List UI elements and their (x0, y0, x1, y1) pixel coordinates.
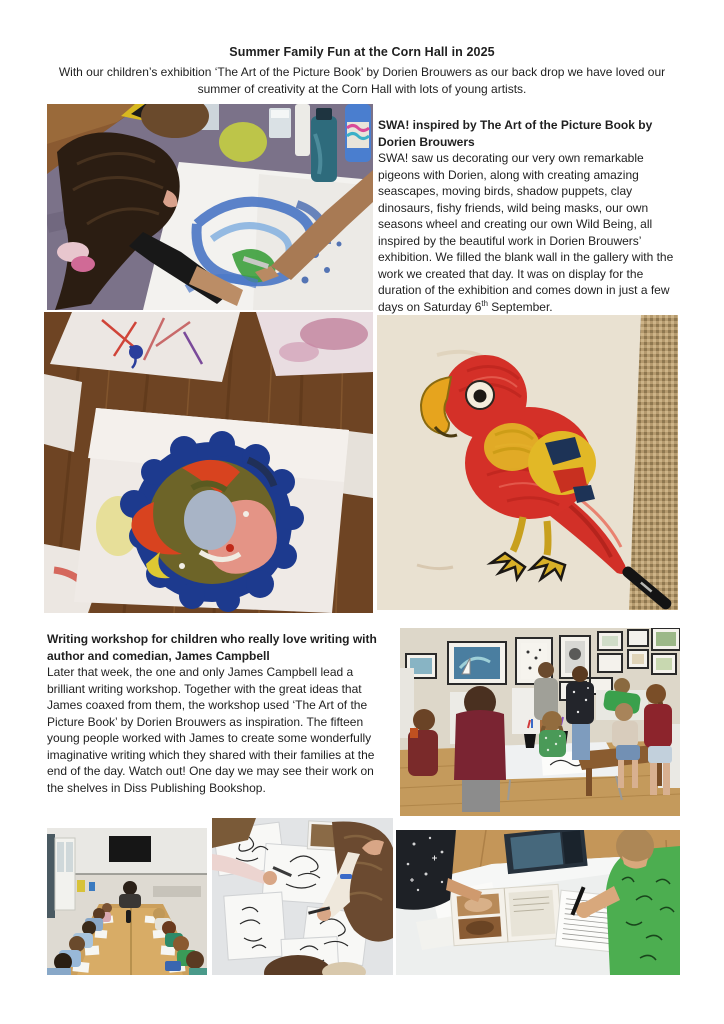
photo-classroom-table (47, 828, 207, 975)
swa-heading: SWA! inspired by The Art of the Picture Book by Dorien Brouwers (378, 118, 653, 149)
writing-heading: Writing workshop for children who really love writing with author and comedian, James Campbell (47, 632, 377, 663)
swa-body-text: SWA! saw us decorating our very own remarkable pigeons with Dorien, along with creating amazing seascapes, moving birds, shadow puppets, clay dinosaurs, fishy friends, wild being masks, our own seasons wheel and creating our own Wild Being, all inspired by the beautiful work in Dorien Brouwers’ exhibition. We filled the blank wall in the gallery with the work we created that day. It was on display for the duration of the exhibition and comes down in just a few days on Saturday 6 (378, 151, 674, 314)
photo-parrot-drawing (377, 315, 678, 610)
photo-gallery-workshop (400, 628, 680, 816)
swa-section (378, 117, 682, 315)
photo-children-sketching (212, 818, 393, 975)
page-title: Summer Family Fun at the Corn Hall in 2025 (229, 45, 495, 59)
photo-boy-writing (396, 830, 680, 975)
swa-paragraph (378, 150, 682, 315)
ordinal-suffix: th (481, 298, 488, 308)
intro-paragraph: With our children’s exhibition ‘The Art of the Picture Book’ by Dorien Brouwers as our back drop we have loved our summer of creativity at the Corn Hall with lots of young artists. (58, 65, 666, 96)
photo-paint-pour (44, 312, 373, 613)
writing-paragraph: Later that week, the one and only James Campbell lead a brilliant writing workshop. Together with the great ideas that James coaxed from them, the workshop used ‘The Art of the Picture Book’ by Dorien Brouwers as inspiration. The fifteen young people worked with James to create some wonderfully imaginative writing which they shared with their families at the end of the day. Watch out! One day we may see their work on the shelves in Diss Publishing Bookshop. (47, 665, 375, 795)
writing-section (47, 631, 393, 796)
swa-body-text-end: September. (487, 299, 553, 314)
photo-children-painting (47, 104, 373, 310)
